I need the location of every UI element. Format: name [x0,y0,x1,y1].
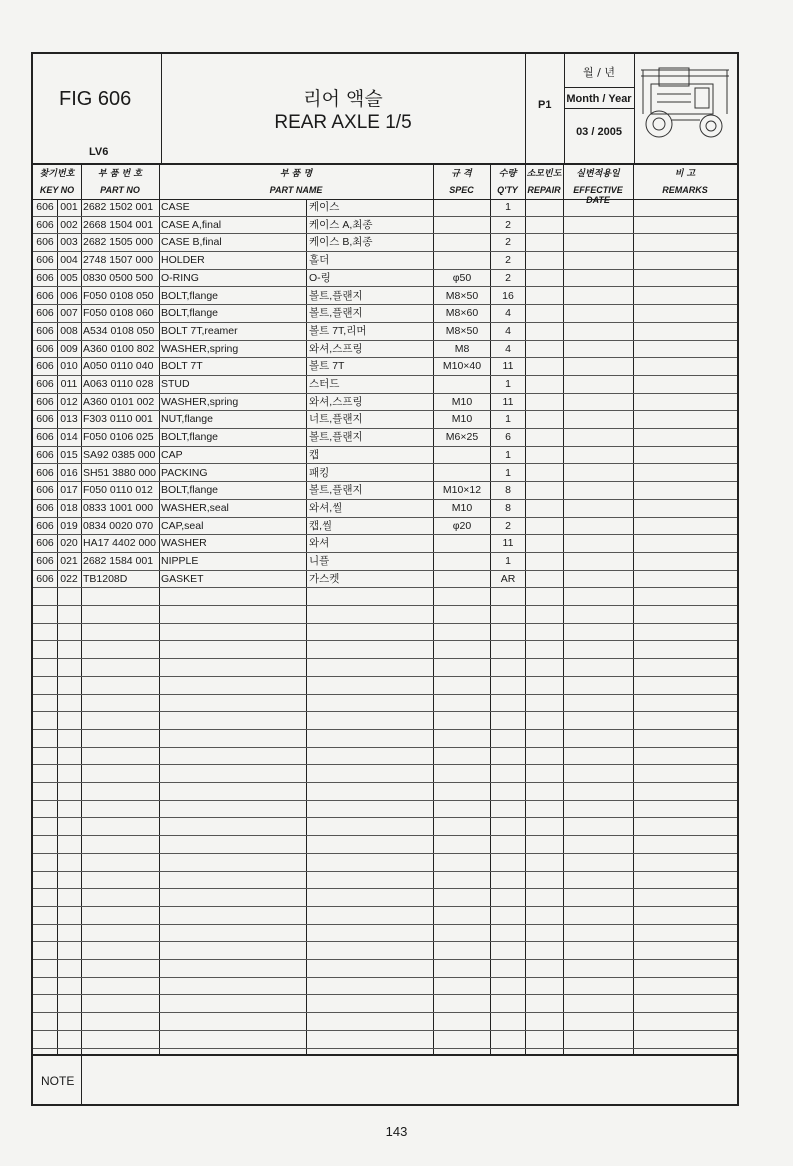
part-number-cell: HA17 4402 000 [83,537,156,550]
part-number-cell: A050 0110 040 [83,360,154,373]
spec-cell [434,465,490,482]
empty-table-row [33,801,737,819]
empty-table-row [33,659,737,677]
part-name-cell: NUT,flange [161,413,213,426]
spec-cell: M10 [451,413,473,426]
key-prefix-cell: 606 [36,271,54,284]
qty-cell: 4 [505,324,511,337]
part-name-korean-cell: 캡 [309,448,320,461]
fig-box [33,54,161,163]
table-row [33,376,737,394]
note-divider [81,1056,82,1106]
col-part-no [81,163,159,199]
table-row [33,553,737,571]
empty-table-row [33,942,737,960]
part-name-cell: NIPPLE [161,555,199,567]
part-name-cell: BOLT 7T [161,360,203,373]
key-number-cell: 008 [60,324,78,337]
empty-table-row [33,624,737,642]
col-part-name-korean: 부 품 명 [279,169,313,179]
part-name-cell: BOLT,flange [161,307,219,320]
part-name-cell: BOLT,flange [161,431,219,444]
qty-cell: 1 [505,466,511,479]
table-row [33,500,737,518]
empty-table-row [33,606,737,624]
spec-cell: M10 [451,395,473,408]
col-qty-korean: 수량 [498,169,517,179]
qty-cell: AR [500,572,516,585]
spec-cell [434,217,490,234]
col-repair [525,163,563,199]
part-name-korean-cell: 볼트,플랜지 [309,484,363,497]
key-number-cell: 019 [60,519,78,532]
part-name-korean-cell: 와셔,씰 [309,501,343,514]
table-row [33,234,737,252]
part-number-cell: 2682 1505 000 [83,236,154,249]
qty-cell: 2 [505,236,511,249]
qty-cell: 4 [505,342,511,355]
part-number-cell: 2748 1507 000 [83,254,154,267]
part-number-cell: SH51 3880 000 [83,466,156,479]
qty-cell: 2 [505,519,511,532]
key-number-cell: 020 [60,537,78,550]
part-name-korean-cell: 와셔,스프링 [309,395,363,408]
empty-table-row [33,819,737,837]
header-divider [525,54,526,163]
key-prefix-cell: 606 [36,395,54,408]
part-number-cell: SA92 0385 000 [83,448,156,461]
empty-table-row [33,588,737,606]
spec-cell: φ50 [452,271,472,284]
machine-illustration-icon [637,58,735,144]
table-row [33,323,737,341]
table-row [33,217,737,235]
part-name-cell: BOLT,flange [161,289,219,302]
empty-table-row [33,872,737,890]
qty-cell: 16 [502,289,514,302]
col-spec-english: SPEC [449,185,474,195]
table-row [33,341,737,359]
key-prefix-cell: 606 [36,572,54,585]
table-row [33,358,737,376]
qty-cell: 2 [505,254,511,267]
key-number-cell: 001 [60,201,78,213]
spec-cell: M10 [451,501,473,514]
spec-cell [434,535,490,552]
empty-table-row [33,695,737,713]
key-prefix-cell: 606 [36,555,54,567]
key-prefix-cell: 606 [36,484,54,497]
part-number-cell: 0834 0020 070 [83,519,154,532]
part-name-cell: BOLT 7T,reamer [161,324,238,337]
table-row [33,252,737,270]
key-prefix-cell: 606 [36,254,54,267]
col-effective-english: EFFECTIVE DATE [573,185,623,205]
part-name-cell: O-RING [161,271,199,284]
table-row [33,447,737,465]
empty-table-row [33,889,737,907]
key-number-cell: 018 [60,501,78,514]
month-year-korean: 월 / 년 [583,66,615,79]
qty-cell: 1 [505,555,511,567]
part-name-korean-cell: 케이스 A,최종 [309,218,373,231]
col-qty-english: Q'TY [497,185,518,195]
key-number-cell: 003 [60,236,78,249]
col-spec-korean: 규 격 [451,169,472,179]
part-name-korean-cell: 와셔 [309,537,330,550]
part-number-cell: F050 0108 050 [83,289,154,302]
fig-label: FIG 606 [59,88,132,110]
key-number-cell: 004 [60,254,78,267]
table-row [33,199,737,217]
part-name-cell: WASHER,spring [161,395,239,408]
part-number-cell: A360 0100 802 [83,342,155,355]
key-prefix-cell: 606 [36,519,54,532]
key-prefix-cell: 606 [36,342,54,355]
part-name-korean-cell: 가스켓 [309,572,340,585]
col-key-no-korean: 찾기번호 [39,169,75,179]
page-number: 143 [385,1124,408,1139]
part-name-korean-cell: 볼트,플랜지 [309,307,363,320]
empty-table-row [33,1031,737,1049]
part-name-cell: GASKET [161,572,204,585]
spec-cell: M6×25 [445,431,479,444]
table-row [33,305,737,323]
table-row [33,411,737,429]
key-prefix-cell: 606 [36,236,54,249]
part-name-cell: STUD [161,378,190,390]
empty-table-row [33,783,737,801]
qty-cell: 4 [505,307,511,320]
spec-cell [434,571,490,588]
part-number-cell: TB1208D [83,572,128,585]
col-key-no [33,163,81,199]
empty-table-row [33,642,737,660]
part-name-korean-cell: 볼트,플랜지 [309,289,363,302]
model-label: LV6 [89,146,109,158]
page-code: P1 [538,99,552,111]
key-prefix-cell: 606 [36,324,54,337]
col-part-no-korean: 부 품 번 호 [97,169,143,179]
empty-table-row [33,677,737,695]
qty-cell: 1 [505,413,511,426]
spec-cell: M8×50 [445,289,479,302]
part-name-korean-cell: 케이스 B,최종 [309,236,373,249]
spec-cell [434,199,490,216]
part-number-cell: 0830 0500 500 [83,271,154,284]
table-row [33,535,737,553]
part-name-korean-cell: 니플 [309,555,330,567]
part-name-korean-cell: 볼트,플랜지 [309,431,363,444]
col-effective-date [563,163,633,205]
empty-table-row [33,978,737,996]
spec-cell: M10×12 [442,484,482,497]
key-prefix-cell: 606 [36,537,54,550]
part-number-cell: 0833 1001 000 [83,501,154,514]
part-name-cell: CASE [161,201,190,213]
empty-table-row [33,996,737,1014]
note-section [33,1054,737,1106]
key-number-cell: 010 [60,360,78,373]
key-prefix-cell: 606 [36,466,54,479]
key-prefix-cell: 606 [36,360,54,373]
key-prefix-cell: 606 [36,201,54,213]
part-number-cell: 2668 1504 001 [83,218,154,231]
col-repair-english: REPAIR [527,185,561,195]
qty-cell: 11 [502,395,514,408]
part-name-korean-cell: 패킹 [309,466,330,479]
part-number-cell: F050 0108 060 [83,307,154,320]
part-name-korean-cell: 와셔,스프링 [309,342,363,355]
parts-sheet-frame [31,52,739,1106]
part-number-cell: F303 0110 001 [83,413,153,426]
qty-cell: 8 [505,501,511,514]
key-number-cell: 006 [60,289,78,302]
part-name-korean-cell: 볼트 7T [309,360,345,373]
part-number-cell: A534 0108 050 [83,324,155,337]
part-name-cell: WASHER,seal [161,501,229,514]
title-english: REAR AXLE 1/5 [274,112,412,133]
spec-cell: M10×40 [442,360,482,373]
col-part-name-english: PART NAME [269,185,323,195]
spec-cell [434,553,490,570]
key-number-cell: 002 [60,218,78,231]
empty-table-row [33,1013,737,1031]
empty-table-row [33,925,737,943]
part-name-cell: BOLT,flange [161,484,219,497]
qty-cell: 11 [502,360,514,373]
part-number-cell: F050 0110 012 [83,484,153,497]
key-prefix-cell: 606 [36,378,54,390]
month-year-value: 03 / 2005 [576,126,622,138]
part-name-korean-cell: O-링 [309,271,331,284]
col-remarks-korean: 비 고 [674,169,696,179]
col-repair-korean: 소모빈도 [526,169,562,179]
qty-cell: 6 [505,431,511,444]
part-number-cell: 2682 1584 001 [83,555,154,567]
part-name-cell: PACKING [161,466,208,479]
qty-cell: 1 [505,201,511,213]
key-prefix-cell: 606 [36,218,54,231]
part-number-cell: A063 0110 028 [83,378,154,390]
empty-table-row [33,712,737,730]
qty-cell: 1 [505,448,511,461]
key-number-cell: 013 [60,413,78,426]
col-remarks-english: REMARKS [662,185,708,195]
key-number-cell: 017 [60,484,78,497]
key-prefix-cell: 606 [36,448,54,461]
table-row [33,394,737,412]
part-number-cell: F050 0106 025 [83,431,154,444]
key-number-cell: 005 [60,271,78,284]
col-key-no-english: KEY NO [39,185,75,195]
qty-cell: 2 [505,271,511,284]
parts-table [33,199,737,1054]
part-name-korean-cell: 캡,씰 [309,519,333,532]
key-number-cell: 016 [60,466,78,479]
key-number-cell: 012 [60,395,78,408]
qty-cell: 1 [505,378,511,390]
table-row [33,429,737,447]
qty-cell: 2 [505,218,511,231]
spec-cell [434,376,490,393]
part-name-korean-cell: 스터드 [309,378,340,390]
key-number-cell: 021 [60,555,78,567]
empty-table-row [33,748,737,766]
spec-cell: M8×50 [445,324,479,337]
col-spec [433,163,490,199]
key-number-cell: 009 [60,342,78,355]
header-divider [634,54,635,163]
part-name-cell: CAP,seal [161,519,204,532]
spec-cell: φ20 [452,519,472,532]
empty-table-row [33,907,737,925]
month-year-english: Month / Year [564,87,634,109]
empty-table-row [33,836,737,854]
table-row [33,482,737,500]
note-label: NOTE [41,1074,75,1088]
empty-table-row [33,765,737,783]
part-number-cell: 2682 1502 001 [83,201,154,213]
part-name-cell: WASHER [161,537,207,550]
spec-cell [434,234,490,251]
column-header-row [33,163,737,205]
empty-table-row [33,960,737,978]
empty-table-row [33,854,737,872]
part-name-korean-cell: 케이스 [309,201,340,213]
col-effective-korean: 실변적용일 [576,169,620,179]
table-row [33,270,737,288]
spec-cell: M8×60 [445,307,479,320]
key-number-cell: 011 [60,378,78,390]
qty-cell: 8 [505,484,511,497]
empty-table-row [33,730,737,748]
spec-cell [434,447,490,464]
key-prefix-cell: 606 [36,431,54,444]
part-name-korean-cell: 홀더 [309,254,330,267]
part-number-cell: A360 0101 002 [83,395,155,408]
month-year-box [564,54,634,163]
part-name-cell: CAP [161,448,183,461]
key-number-cell: 022 [60,572,78,585]
col-part-name [159,163,433,199]
part-name-cell: HOLDER [161,254,205,267]
table-row [33,571,737,589]
qty-cell: 11 [502,537,514,550]
spec-cell: M8 [454,342,470,355]
part-name-cell: CASE A,final [161,218,222,231]
table-row [33,465,737,483]
spec-cell [434,252,490,269]
col-remarks [633,163,737,199]
part-name-korean-cell: 볼트 7T,리머 [309,324,367,337]
key-prefix-cell: 606 [36,307,54,320]
col-qty [490,163,525,199]
table-row [33,288,737,306]
part-name-cell: WASHER,spring [161,342,239,355]
part-name-korean-cell: 너트,플랜지 [309,413,363,426]
key-number-cell: 007 [60,307,78,320]
col-part-no-english: PART NO [100,185,140,195]
table-row [33,518,737,536]
key-number-cell: 014 [60,431,78,444]
sheet-header [33,54,737,165]
key-prefix-cell: 606 [36,501,54,514]
key-prefix-cell: 606 [36,413,54,426]
key-prefix-cell: 606 [36,289,54,302]
part-name-cell: CASE B,final [161,236,222,249]
key-number-cell: 015 [60,448,78,461]
title-korean: 리어 액슬 [303,88,383,110]
